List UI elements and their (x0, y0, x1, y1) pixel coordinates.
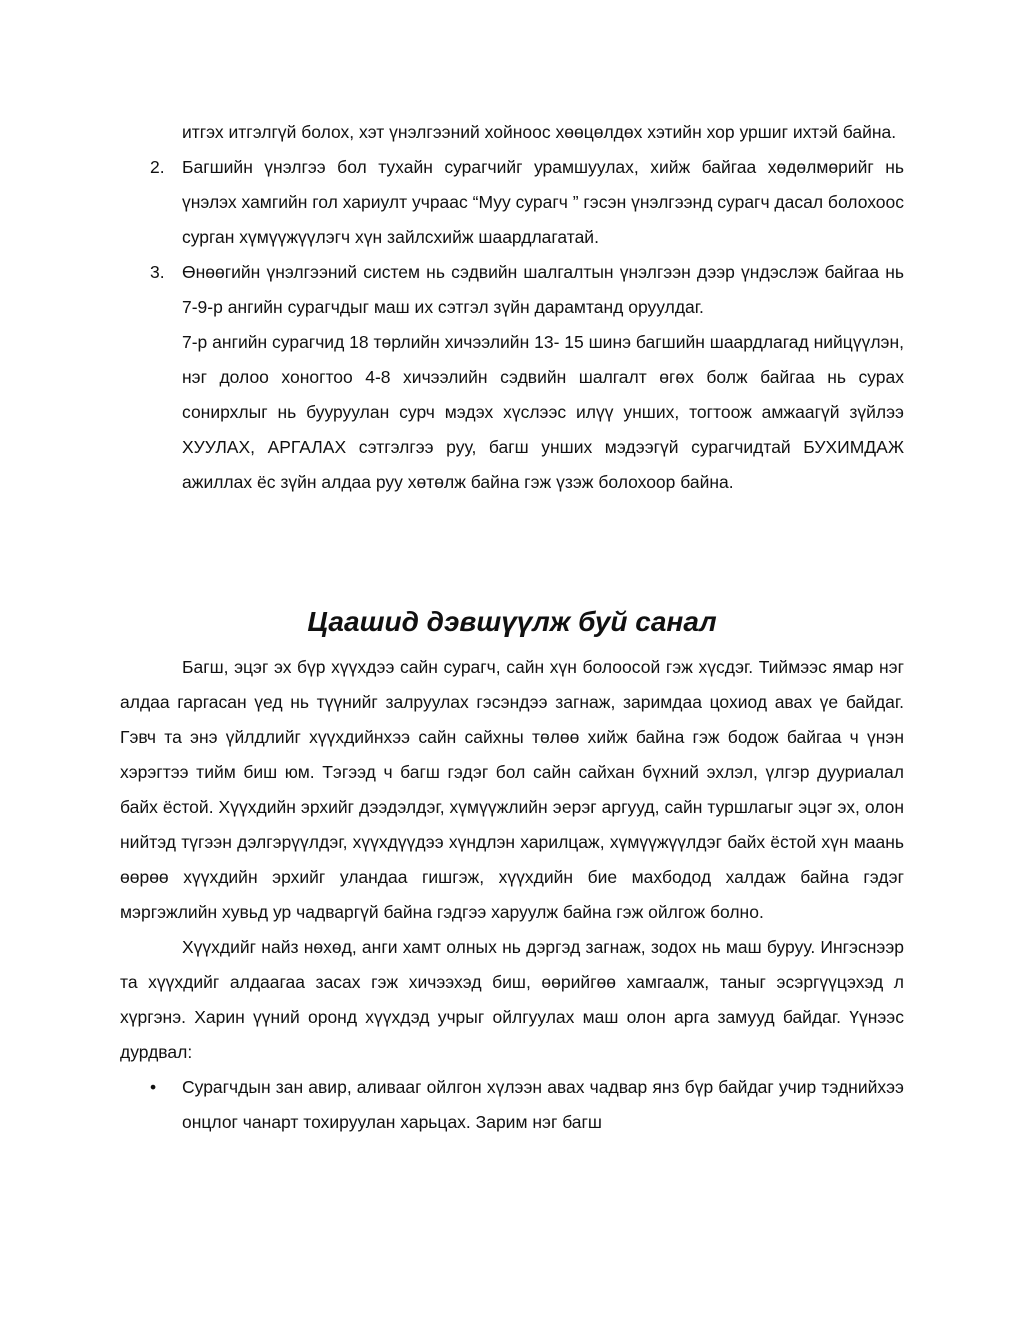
bullet-item-text: Сурагчдын зан авир, аливааг ойлгон хүлээн авах чадвар янз бүр байдаг учир тэднийхээ онцлог чанарт тохируулан харьцах. Зарим нэг багш (182, 1077, 904, 1132)
body-section (120, 650, 904, 1140)
list-section (120, 115, 904, 500)
section-heading: Цаашид дэвшүүлж буй санал (307, 606, 717, 637)
list-item-3 (120, 255, 904, 325)
bullet-symbol: • (150, 1077, 157, 1097)
item-3-continuation: 7-р ангийн сурагчид 18 төрлийн хичээлийн 13- 15 шинэ багшийн шаардлагад нийцүүлэн, нэг долоо хоногтоо 4-8 хичээлийн сэдвийн шалгалт өгөх болж байгаа нь сурах сонирхлыг нь бууруулан сурч мэдэх хүслээс илүү унших, тогтоож амжаагүй зүйлээ ХУУЛАХ, АРГАЛАХ сэтгэлгээ руу, багш унших мэдээгүй сурагчидтай БУХИМДАЖ ажиллах ёс зүйн алдаа руу хөтөлж байна гэж үзэж болохоор байна. (182, 332, 904, 492)
body-paragraph: Багш, эцэг эх бүр хүүхдээ сайн сурагч, сайн хүн болоосой гэж хүсдэг. Тиймээс ямар нэг алдаа гаргасан үед нь түүнийг залруулах гэсэндээ загнаж, заримдаа цохиод авах үе байдаг. Гэвч та энэ үйлдлийг хүүхдийнхээ сайн сайхны төлөө хийж байна гэж бодож байгаа ч үнэн хэрэгтээ тийм биш юм. Тэгээд ч багш гэдэг бол сайн сайхан бүхний эхлэл, үлгэр дууриалал байх ёстой. Хүүхдийн эрхийг дээдэлдэг, хүмүүжлийн эерэг аргууд, сайн туршлагыг эцэг эх, олон нийтэд түгээн дэлгэрүүлдэг, хүүхдүүдээ хүндлэн харилцаж, хүмүүжүүлдэг байх ёстой хүн маань өөрөө хүүхдийн эрхийг уландаа гишгэж, хүүхдийн бие махбодод халдаж байна гэдэг мэргэжлийн хувьд ур чадваргүй байна гэдгээ харуулж байна гэж ойлгож болно. (120, 657, 904, 922)
bullet-item (120, 1070, 904, 1140)
item-1-continuation: итгэх итгэлгүй болох, хэт үнэлгээний хойноос хөөцөлдөх хэтийн хор уршиг ихтэй байна. (182, 122, 897, 142)
list-item-2 (120, 150, 904, 255)
list-item-text: Өнөөгийн үнэлгээний систем нь сэдвийн шалгалтын үнэлгээн дээр үндэслэж байгаа нь 7-9-р ангийн сурагчдыг маш их сэтгэл зүйн дарамтанд оруулдаг. (182, 262, 904, 317)
list-item-text: Багшийн үнэлгээ бол тухайн сурагчийг урамшуулах, хийж байгаа хөдөлмөрийг нь үнэлэх хамгийн гол хариулт учраас “Муу сурагч ” гэсэн үнэлгээнд сурагч дасал болохоос сурган хүмүүжүүлэгч хүн зайлсхийж шаардлагатай. (182, 157, 905, 247)
body-paragraph: Хүүхдийг найз нөхөд, анги хамт олных нь дэргэд загнаж, зодох нь маш буруу. Ингэснээр та хүүхдийг алдаагаа засах гэж хичээхэд биш, өөрийгөө хамгаалж, таныг эсэргүүцэхэд л хүргэнэ. Харин үүний оронд хүүхдэд учрыг ойлгуулах маш олон арга замууд байдаг. Үүнээс дурдвал: (120, 937, 904, 1062)
list-number: 3. (150, 262, 165, 282)
list-number: 2. (150, 157, 165, 177)
